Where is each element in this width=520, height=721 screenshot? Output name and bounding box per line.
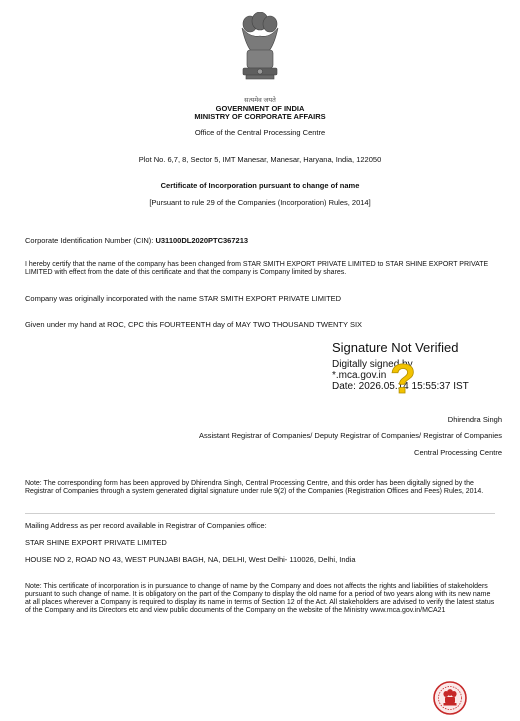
signatory-name: Dhirendra Singh — [447, 415, 502, 424]
signatory-designation: Assistant Registrar of Companies/ Deputy Registrar of Companies/ Registrar of Companies — [198, 431, 502, 440]
certificate-title: Certificate of Incorporation pursuant to change of name — [160, 181, 360, 190]
approval-note: Note: The corresponding form has been approved by Dhirendra Singh, Central Processing Centre, and this order has been digitally signed by the Registrar of Companies through a system generated digital signature under rule 9(2) of the Companies (Registration Offices and Fees) Rules, 2014. — [25, 480, 484, 495]
signature-date: Date: 2026.05.14 15:55:37 IST — [332, 381, 469, 392]
office-name: Office of the Central Processing Centre — [194, 128, 326, 137]
ministry-heading: MINISTRY OF CORPORATE AFFAIRS — [194, 112, 326, 121]
office-address: Plot No. 6,7, 8, Sector 5, IMT Manesar, Manesar, Haryana, India, 122050 — [138, 155, 382, 164]
original-name-paragraph: Company was originally incorporated with the name STAR SMITH EXPORT PRIVATE LIMITED — [25, 294, 342, 303]
certificate-rule: [Pursuant to rule 29 of the Companies (Incorporation) Rules, 2014] — [149, 198, 371, 207]
cin-value: U31100DL2020PTC367213 — [155, 236, 249, 245]
cin-label: Corporate Identification Number (CIN): — [25, 236, 156, 245]
change-of-name-note: Note: This certificate of incorporation is in pursuance to change of name by the Company and does not affects the rights and liabilities of stakeholders pursuant to such change of name. It is obligatory on the part of the Company to display the old name for a period of two years along with its new name at all places wherever a Company is required to display its name in terms of Section 12 of the Act. All stakeholders are advised to verify the latest status of the Company and its Directors etc and view public documents of the Company on the website of the Ministry www.mca.gov.in/MCA21 — [25, 583, 495, 614]
mailing-company: STAR SHINE EXPORT PRIVATE LIMITED — [25, 538, 167, 547]
mailing-address: HOUSE NO 2, ROAD NO 43, WEST PUNJABI BAGH, NA, DELHI, West Delhi- 110026, Delhi, India — [25, 555, 356, 564]
given-under-hand: Given under my hand at ROC, CPC this FOURTEENTH day of MAY TWO THOUSAND TWENTY SIX — [25, 320, 363, 329]
signature-signed-by: Digitally signed by — [332, 359, 413, 370]
mca-seal-icon — [432, 680, 468, 716]
signature-status: Signature Not Verified — [332, 340, 459, 355]
cin-line — [25, 237, 495, 246]
motto-text: सत्यमेव जयते — [244, 97, 276, 104]
gov-heading: GOVERNMENT OF INDIA — [215, 104, 305, 113]
name-change-paragraph: I hereby certify that the name of the company has been changed from STAR SMITH EXPORT PRIVATE LIMITED to STAR SHINE EXPORT PRIVATE LIMITED with effect from the date of this certificate and that the company is Company limited by shares. — [25, 261, 489, 276]
mailing-label: Mailing Address as per record available in Registrar of Companies office: — [25, 521, 267, 530]
svg-text:?: ? — [390, 358, 416, 398]
divider — [25, 513, 495, 514]
ashoka-emblem-icon — [234, 12, 286, 98]
question-mark-icon — [386, 358, 420, 398]
signature-domain: *.mca.gov.in — [332, 370, 387, 381]
signatory-centre: Central Processing Centre — [414, 448, 502, 457]
